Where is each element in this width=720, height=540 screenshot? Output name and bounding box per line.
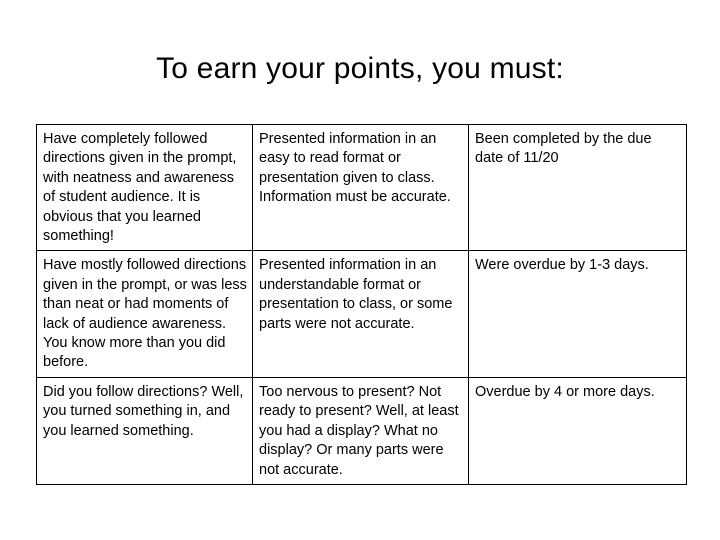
table-cell-presentation: Presented information in an understandable format or presentation to class, or some parts were not accurate.	[253, 251, 469, 377]
page-title: To earn your points, you must:	[156, 52, 564, 85]
table-cell-timeliness: Been completed by the due date of 11/20	[469, 125, 687, 251]
table-cell-directions: Have completely followed directions given in the prompt, with neatness and awareness of student audience. It is obvious that you learned something!	[37, 125, 253, 251]
table-cell-directions: Have mostly followed directions given in the prompt, or was less than neat or had moments of lack of audience awareness. You know more than you did before.	[37, 251, 253, 377]
table-cell-presentation: Presented information in an easy to read format or presentation given to class. Information must be accurate.	[253, 125, 469, 251]
table-row	[37, 251, 687, 377]
table-cell-timeliness: Were overdue by 1-3 days.	[469, 251, 687, 377]
rubric-table	[36, 124, 687, 485]
table-cell-timeliness: Overdue by 4 or more days.	[469, 377, 687, 484]
table-row	[37, 377, 687, 484]
table-cell-directions: Did you follow directions? Well, you turned something in, and you learned something.	[37, 377, 253, 484]
table-cell-presentation: Too nervous to present? Not ready to present? Well, at least you had a display? What no display? Or many parts were not accurate.	[253, 377, 469, 484]
table-row	[37, 125, 687, 251]
